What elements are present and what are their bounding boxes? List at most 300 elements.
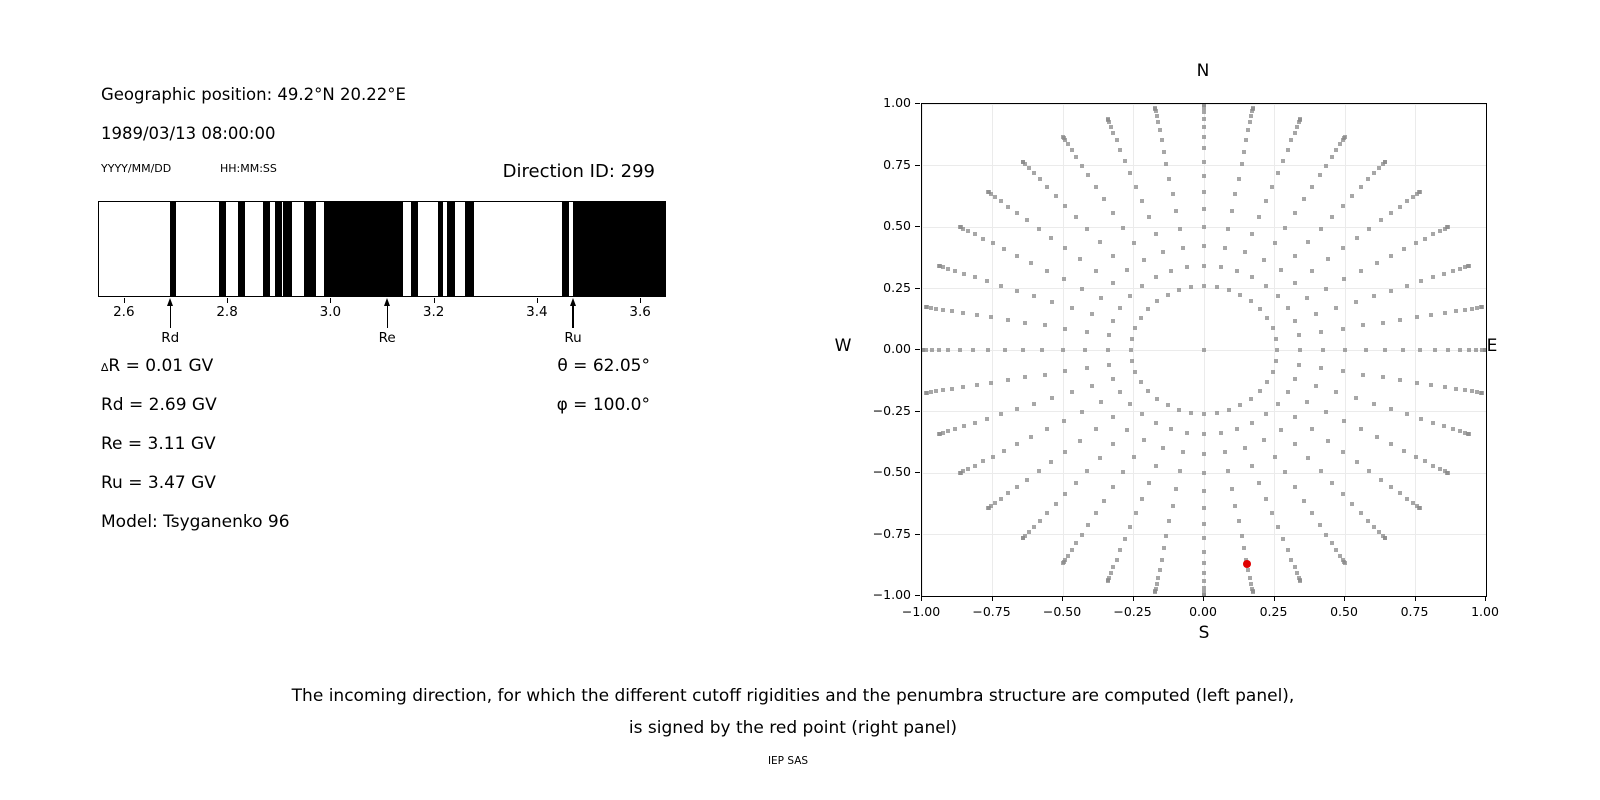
direction-grid-dot — [1202, 110, 1206, 114]
direction-grid-dot — [1246, 568, 1250, 572]
direction-grid-dot — [1061, 561, 1065, 565]
direction-grid-dot — [1015, 211, 1019, 215]
direction-grid-dot — [1389, 485, 1393, 489]
scatter-y-tick-label: 0.25 — [883, 279, 911, 295]
direction-grid-dot — [1431, 275, 1435, 279]
direction-grid-dot — [1286, 306, 1290, 310]
scatter-y-tick — [915, 349, 920, 350]
direction-grid-dot — [1442, 424, 1446, 428]
direction-grid-dot — [1265, 316, 1269, 320]
direction-grid-dot — [1281, 537, 1285, 541]
direction-grid-dot — [1381, 375, 1385, 379]
direction-grid-dot — [1025, 478, 1029, 482]
direction-grid-dot — [1134, 511, 1138, 515]
direction-grid-dot — [1215, 285, 1219, 289]
direction-grid-dot — [1324, 287, 1328, 291]
direction-grid-dot — [1202, 174, 1206, 178]
direction-grid-dot — [1006, 491, 1010, 495]
geographic-position-text: Geographic position: 49.2°N 20.22°E — [101, 85, 406, 104]
direction-grid-dot — [1438, 229, 1442, 233]
direction-grid-dot — [946, 348, 950, 352]
direction-grid-dot — [1021, 348, 1025, 352]
direction-grid-dot — [1375, 261, 1379, 265]
direction-grid-dot — [1153, 106, 1157, 110]
direction-grid-dot — [1389, 289, 1393, 293]
compass-label-east: E — [1486, 336, 1498, 356]
direction-grid-dot — [1402, 247, 1406, 251]
direction-grid-dot — [1080, 164, 1084, 168]
direction-grid-dot — [1202, 489, 1206, 493]
direction-grid-dot — [1429, 383, 1433, 387]
direction-grid-dot — [1310, 511, 1314, 515]
direction-grid-dot — [1293, 211, 1297, 215]
direction-grid-dot — [1415, 315, 1419, 319]
scatter-y-tick — [915, 411, 920, 412]
rigidity-arrow-label: Ru — [564, 330, 582, 346]
direction-grid-dot — [1341, 327, 1345, 331]
direction-grid-dot — [1074, 155, 1078, 159]
direction-grid-dot — [1074, 541, 1078, 545]
direction-grid-dot — [1463, 308, 1467, 312]
direction-grid-dot — [975, 313, 979, 317]
direction-grid-dot — [1273, 455, 1277, 459]
direction-grid-dot — [1094, 185, 1098, 189]
direction-grid-dot — [973, 421, 977, 425]
direction-grid-dot — [1202, 225, 1206, 229]
direction-grid-dot — [1115, 138, 1119, 142]
rigidity-value-row: Rd = 2.69 GV — [101, 395, 217, 415]
direction-grid-dot — [1023, 375, 1027, 379]
direction-grid-dot — [1202, 146, 1206, 150]
direction-grid-dot — [1162, 546, 1166, 550]
direction-grid-dot — [1037, 469, 1041, 473]
direction-grid-dot — [1248, 120, 1252, 124]
direction-grid-dot — [1250, 464, 1254, 468]
direction-grid-dot — [1133, 326, 1137, 330]
direction-grid-dot — [1377, 166, 1381, 170]
direction-grid-dot — [1154, 421, 1158, 425]
direction-grid-dot — [1355, 236, 1359, 240]
direction-grid-dot — [1132, 241, 1136, 245]
direction-grid-dot — [934, 307, 938, 311]
direction-grid-dot — [1202, 103, 1206, 106]
direction-grid-dot — [1310, 185, 1314, 189]
direction-grid-dot — [1249, 397, 1253, 401]
direction-grid-dot — [1099, 400, 1103, 404]
direction-grid-dot — [1202, 244, 1206, 248]
direction-grid-dot — [999, 199, 1003, 203]
direction-grid-dot — [1015, 485, 1019, 489]
direction-grid-dot — [1121, 226, 1125, 230]
direction-grid-dot — [985, 417, 989, 421]
direction-grid-dot — [1045, 269, 1049, 273]
direction-grid-dot — [1006, 205, 1010, 209]
direction-grid-dot — [1061, 135, 1065, 139]
rigidity-arrow-head — [570, 298, 576, 306]
direction-grid-dot — [1078, 439, 1082, 443]
direction-grid-dot — [1202, 125, 1206, 129]
direction-grid-dot — [1177, 408, 1181, 412]
penumbra-axis-tick — [124, 298, 125, 303]
penumbra-axis-tick — [640, 298, 641, 303]
direction-grid-dot — [1111, 319, 1115, 323]
direction-grid-dot — [1185, 265, 1189, 269]
direction-grid-dot — [1134, 185, 1138, 189]
direction-grid-dot — [1375, 435, 1379, 439]
direction-grid-dot — [1085, 227, 1089, 231]
direction-grid-dot — [1111, 211, 1115, 215]
direction-grid-dot — [1264, 284, 1268, 288]
direction-grid-dot — [1454, 309, 1458, 313]
scatter-x-tick-label: 0.00 — [1189, 604, 1217, 619]
scatter-x-tick-label: −0.50 — [1042, 604, 1082, 619]
direction-grid-dot — [1085, 330, 1089, 334]
direction-grid-dot — [1418, 506, 1422, 510]
direction-grid-dot — [1342, 419, 1346, 423]
penumbra-axis-tick-label: 3.0 — [319, 304, 342, 320]
direction-grid-dot — [1118, 306, 1122, 310]
direction-grid-dot — [1094, 269, 1098, 273]
rigidity-value-row: Re = 3.11 GV — [101, 434, 216, 454]
direction-grid-dot — [1032, 171, 1036, 175]
direction-grid-dot — [1045, 427, 1049, 431]
direction-grid-dot — [1458, 429, 1462, 433]
datetime-text: 1989/03/13 08:00:00 — [101, 124, 276, 143]
direction-grid-dot — [1415, 381, 1419, 385]
penumbra-forbidden-band — [170, 202, 177, 296]
direction-grid-dot — [1029, 261, 1033, 265]
scatter-y-tick — [915, 534, 920, 535]
direction-grid-dot — [1202, 264, 1206, 268]
direction-grid-dot — [1248, 576, 1252, 580]
direction-grid-dot — [1293, 485, 1297, 489]
direction-grid-dot — [1423, 459, 1427, 463]
direction-grid-dot — [1061, 348, 1065, 352]
direction-grid-dot — [1398, 205, 1402, 209]
compass-label-north: N — [1196, 61, 1210, 81]
direction-grid-dot — [1355, 460, 1359, 464]
direction-grid-dot — [993, 501, 997, 505]
direction-grid-dot — [1361, 373, 1365, 377]
direction-grid-dot — [930, 348, 934, 352]
direction-grid-dot — [1446, 471, 1450, 475]
direction-grid-dot — [1037, 227, 1041, 231]
direction-grid-dot — [1334, 390, 1338, 394]
direction-grid-dot — [1085, 469, 1089, 473]
direction-grid-dot — [1250, 232, 1254, 236]
direction-grid-dot — [1215, 411, 1219, 415]
direction-grid-dot — [1324, 164, 1328, 168]
direction-grid-dot — [1389, 254, 1393, 258]
direction-grid-dot — [1032, 525, 1036, 529]
direction-grid-dot — [1262, 258, 1266, 262]
scatter-y-tick — [915, 226, 920, 227]
direction-grid-dot — [946, 267, 950, 271]
direction-grid-dot — [1181, 246, 1185, 250]
direction-grid-dot — [1142, 438, 1146, 442]
direction-grid-dot — [1293, 319, 1297, 323]
direction-grid-dot — [1295, 125, 1299, 129]
direction-grid-dot — [989, 315, 993, 319]
direction-grid-dot — [1155, 114, 1159, 118]
direction-grid-dot — [1341, 204, 1345, 208]
direction-grid-dot — [1202, 412, 1206, 416]
direction-grid-dot — [1414, 241, 1418, 245]
direction-grid-dot — [973, 275, 977, 279]
direction-grid-dot — [1185, 431, 1189, 435]
penumbra-axis-tick — [330, 298, 331, 303]
penumbra-forbidden-band — [324, 202, 403, 296]
direction-grid-dot — [1324, 533, 1328, 537]
direction-grid-dot — [1063, 369, 1067, 373]
direction-grid-dot — [1049, 236, 1053, 240]
direction-grid-dot — [1154, 232, 1158, 236]
direction-grid-dot — [1451, 269, 1455, 273]
direction-grid-dot — [1258, 307, 1262, 311]
direction-grid-dot — [950, 309, 954, 313]
direction-angle-row: φ = 100.0° — [556, 395, 650, 415]
direction-grid-dot — [1230, 487, 1234, 491]
direction-grid-dot — [1274, 337, 1278, 341]
direction-grid-dot — [962, 424, 966, 428]
compass-label-west: W — [834, 336, 852, 356]
direction-grid-dot — [1111, 377, 1115, 381]
direction-grid-dot — [1158, 128, 1162, 132]
direction-grid-dot — [1306, 456, 1310, 460]
direction-grid-dot — [1202, 284, 1206, 288]
direction-grid-dot — [1271, 326, 1275, 330]
direction-grid-dot — [1155, 299, 1159, 303]
penumbra-forbidden-band — [283, 202, 291, 296]
scatter-x-tick — [1344, 596, 1345, 601]
direction-grid-dot — [941, 388, 945, 392]
direction-grid-dot — [1121, 470, 1125, 474]
direction-grid-dot — [1372, 525, 1376, 529]
direction-grid-dot — [1433, 348, 1437, 352]
direction-grid-dot — [1257, 481, 1261, 485]
direction-grid-dot — [1099, 296, 1103, 300]
direction-grid-dot — [1062, 419, 1066, 423]
direction-grid-dot — [1107, 363, 1111, 367]
rigidity-arrow-label: Re — [378, 330, 396, 346]
direction-grid-dot — [966, 467, 970, 471]
direction-grid-dot — [1474, 348, 1478, 352]
direction-grid-dot — [1115, 558, 1119, 562]
scatter-y-tick-label: 1.00 — [883, 95, 911, 110]
direction-grid-dot — [1140, 412, 1144, 416]
direction-grid-dot — [1298, 117, 1302, 121]
direction-grid-dot — [1367, 469, 1371, 473]
direction-grid-dot — [1470, 389, 1474, 393]
direction-grid-dot — [1389, 407, 1393, 411]
direction-grid-dot — [1178, 469, 1182, 473]
direction-grid-dot — [924, 391, 928, 395]
direction-grid-dot — [1032, 402, 1036, 406]
direction-grid-dot — [1054, 502, 1058, 506]
direction-grid-dot — [1326, 439, 1330, 443]
direction-grid-dot — [1275, 348, 1279, 352]
direction-grid-dot — [1062, 277, 1066, 281]
direction-grid-dot — [1389, 211, 1393, 215]
direction-grid-dot — [1243, 250, 1247, 254]
direction-grid-dot — [985, 279, 989, 283]
direction-grid-dot — [1319, 330, 1323, 334]
direction-grid-dot — [1166, 403, 1170, 407]
direction-grid-dot — [1202, 160, 1206, 164]
scatter-y-tick — [915, 472, 920, 473]
direction-grid-dot — [1133, 370, 1137, 374]
direction-grid-dot — [1123, 537, 1127, 541]
direction-grid-dot — [1162, 150, 1166, 154]
direction-grid-dot — [1111, 485, 1115, 489]
scatter-y-tick-label: −0.75 — [872, 525, 911, 541]
direction-grid-dot — [1235, 269, 1239, 273]
direction-grid-dot — [1098, 240, 1102, 244]
direction-grid-dot — [1242, 150, 1246, 154]
direction-grid-dot — [1233, 192, 1237, 196]
direction-grid-dot — [1293, 442, 1297, 446]
direction-grid-dot — [1372, 294, 1376, 298]
direction-grid-dot — [1318, 173, 1322, 177]
direction-grid-dot — [1283, 470, 1287, 474]
scatter-y-tick-label: 0.50 — [883, 218, 911, 233]
scatter-x-tick — [1415, 596, 1416, 601]
penumbra-forbidden-band — [438, 202, 443, 296]
direction-grid-dot — [1389, 442, 1393, 446]
direction-grid-dot — [1080, 533, 1084, 537]
direction-grid-dot — [1276, 525, 1280, 529]
scatter-y-tick — [915, 165, 920, 166]
direction-grid-dot — [1250, 275, 1254, 279]
direction-grid-dot — [1414, 455, 1418, 459]
direction-grid-dot — [1015, 442, 1019, 446]
direction-grid-dot — [1326, 257, 1330, 261]
rigidity-arrow-head — [384, 298, 390, 306]
direction-grid-dot — [1383, 160, 1387, 164]
direction-grid-dot — [1372, 402, 1376, 406]
direction-grid-dot — [1158, 568, 1162, 572]
compass-label-south: S — [1198, 623, 1210, 643]
direction-grid-dot — [1015, 254, 1019, 258]
direction-grid-dot — [1160, 138, 1164, 142]
direction-grid-dot — [1178, 227, 1182, 231]
penumbra-axis-tick-label: 2.8 — [216, 304, 238, 320]
direction-grid-dot — [1293, 131, 1297, 135]
direction-grid-dot — [1289, 138, 1293, 142]
direction-grid-dot — [973, 232, 977, 236]
direction-grid-dot — [1401, 348, 1405, 352]
caption-line-1: The incoming direction, for which the different cutoff rigidities and the penumbra structure are computed (left panel), — [291, 686, 1295, 706]
penumbra-forbidden-band — [263, 202, 270, 296]
credit-text: IEP SAS — [767, 755, 809, 767]
direction-grid-dot — [1161, 446, 1165, 450]
rigidity-arrow-shaft — [387, 306, 388, 328]
direction-grid-dot — [1314, 384, 1318, 388]
direction-grid-dot — [1341, 450, 1345, 454]
direction-grid-dot — [953, 269, 957, 273]
direction-grid-dot — [1240, 534, 1244, 538]
direction-grid-dot — [1480, 305, 1484, 309]
direction-grid-dot — [1139, 316, 1143, 320]
direction-grid-dot — [1140, 497, 1144, 501]
direction-grid-dot — [1156, 576, 1160, 580]
direction-grid-dot — [941, 308, 945, 312]
penumbra-forbidden-band — [562, 202, 569, 296]
scatter-x-tick — [921, 596, 922, 601]
direction-grid-dot — [1398, 491, 1402, 495]
direction-grid-dot — [1029, 435, 1033, 439]
direction-grid-dot — [1350, 194, 1354, 198]
direction-grid-dot — [986, 348, 990, 352]
direction-grid-dot — [1227, 408, 1231, 412]
direction-grid-dot — [1040, 348, 1044, 352]
direction-grid-dot — [1305, 296, 1309, 300]
direction-grid-dot — [1258, 389, 1262, 393]
direction-grid-dot — [1181, 450, 1185, 454]
direction-grid-dot — [1310, 269, 1314, 273]
direction-grid-dot — [1090, 312, 1094, 316]
direction-grid-dot — [1106, 348, 1110, 352]
direction-angle-row: θ = 62.05° — [557, 356, 650, 376]
direction-grid-dot — [1074, 215, 1078, 219]
direction-grid-dot — [1106, 117, 1110, 121]
direction-grid-dot — [1128, 294, 1132, 298]
direction-grid-dot — [1276, 294, 1280, 298]
direction-grid-dot — [1147, 215, 1151, 219]
direction-grid-dot — [1063, 327, 1067, 331]
direction-grid-dot — [1063, 204, 1067, 208]
direction-grid-dot — [1343, 561, 1347, 565]
scatter-x-tick — [1485, 596, 1486, 601]
direction-grid-dot — [1418, 348, 1422, 352]
direction-grid-dot — [1310, 427, 1314, 431]
direction-grid-dot — [981, 237, 985, 241]
direction-grid-dot — [1334, 306, 1338, 310]
direction-scatter-plot-area — [921, 103, 1487, 597]
direction-grid-dot — [1086, 173, 1090, 177]
direction-grid-dot — [1274, 359, 1278, 363]
scatter-x-tick — [1133, 596, 1134, 601]
direction-grid-dot — [1379, 218, 1383, 222]
direction-grid-dot — [1123, 159, 1127, 163]
direction-grid-dot — [1467, 264, 1471, 268]
direction-grid-dot — [991, 455, 995, 459]
direction-grid-dot — [1341, 369, 1345, 373]
direction-grid-dot — [1223, 450, 1227, 454]
direction-grid-dot — [1063, 492, 1067, 496]
direction-grid-dot — [1202, 579, 1206, 583]
direction-grid-dot — [1202, 190, 1206, 194]
direction-grid-dot — [1049, 460, 1053, 464]
caption-line-2: is signed by the red point (right panel) — [628, 718, 958, 738]
direction-grid-dot — [1125, 268, 1129, 272]
direction-grid-dot — [1249, 299, 1253, 303]
direction-grid-dot — [1264, 199, 1268, 203]
direction-grid-dot — [1431, 232, 1435, 236]
direction-grid-dot — [973, 464, 977, 468]
direction-grid-dot — [1361, 323, 1365, 327]
scatter-x-tick — [1274, 596, 1275, 601]
scatter-x-tick-label: 0.75 — [1400, 604, 1429, 619]
direction-grid-dot — [1050, 300, 1054, 304]
direction-grid-dot — [1279, 268, 1283, 272]
direction-grid-dot — [1289, 558, 1293, 562]
direction-grid-dot — [989, 381, 993, 385]
grid-line-horizontal — [922, 534, 1486, 535]
direction-grid-dot — [1276, 402, 1280, 406]
direction-grid-dot — [1270, 185, 1274, 189]
direction-grid-dot — [1074, 481, 1078, 485]
